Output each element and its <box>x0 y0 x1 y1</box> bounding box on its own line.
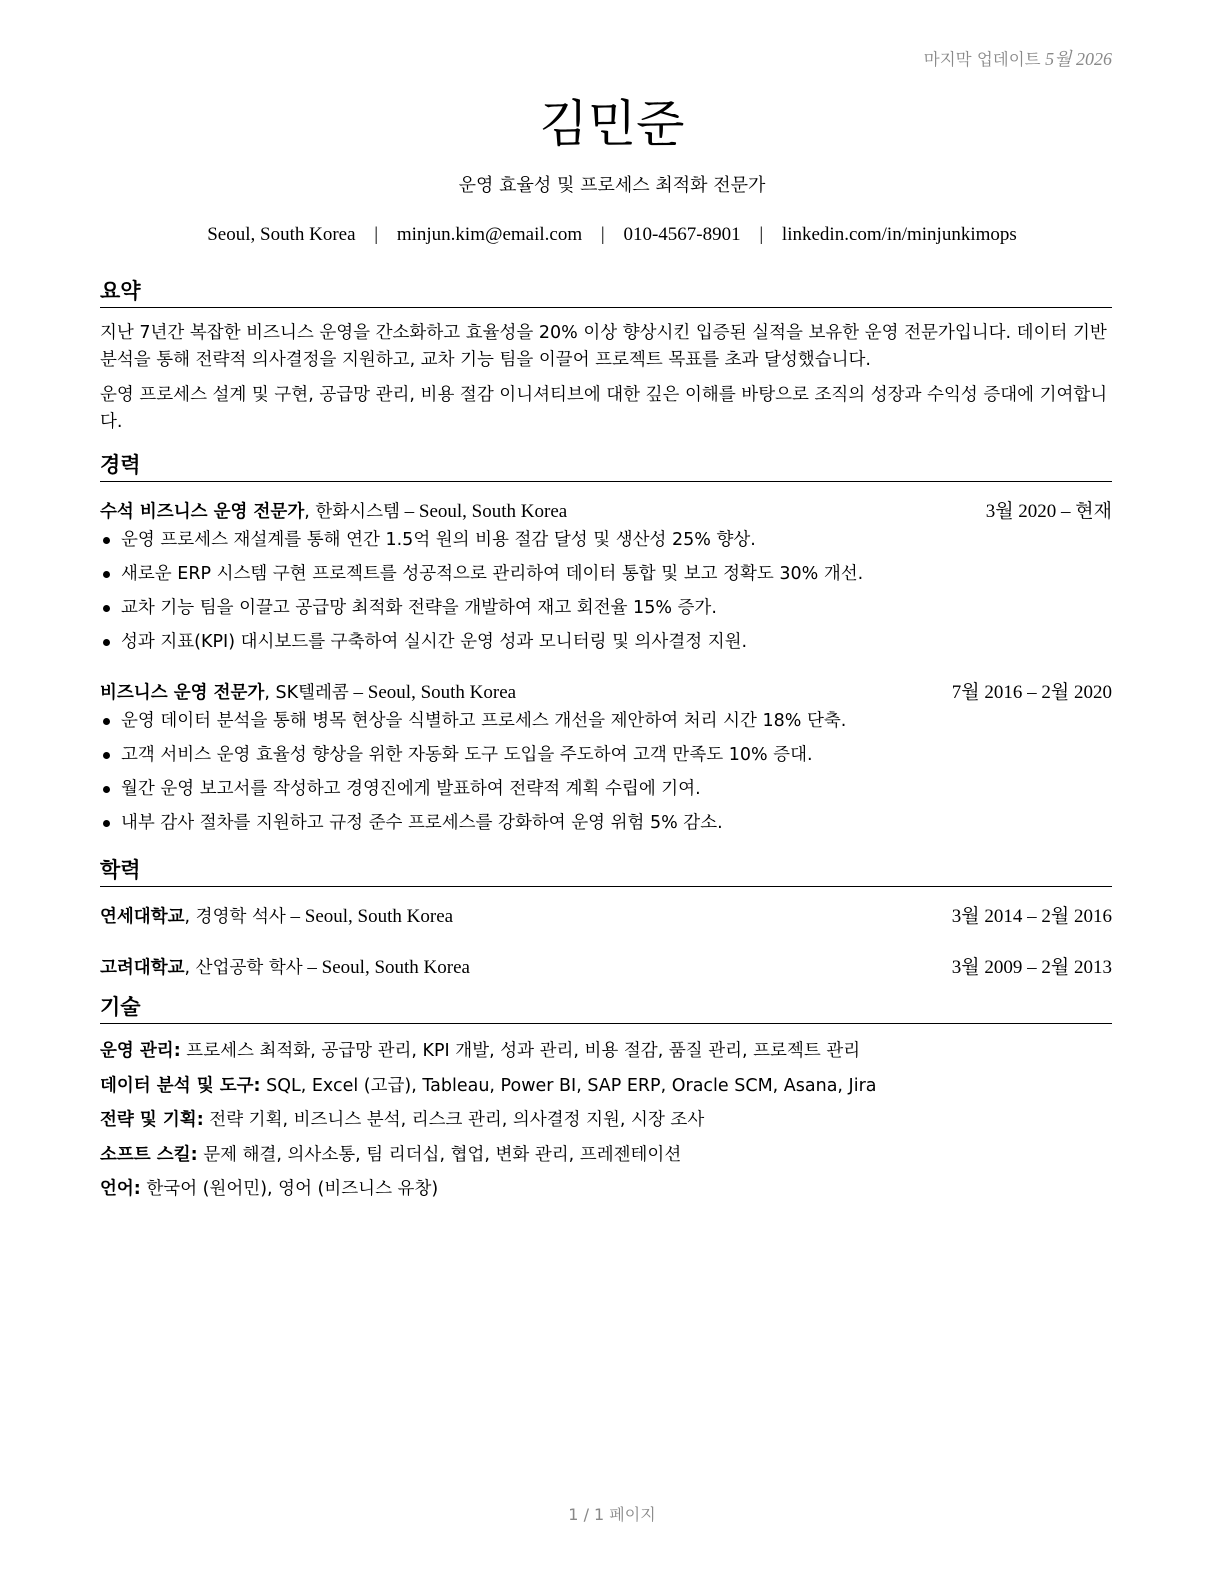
job-dates: 7월 2016 – 2월 2020 <box>951 682 1112 703</box>
job-bullet: 월간 운영 보고서를 작성하고 경영진에게 발표하여 전략적 계획 수립에 기여. <box>100 772 1112 806</box>
skill-line <box>100 1034 1112 1069</box>
contact-line <box>0 224 1224 246</box>
job-role: 수석 비즈니스 운영 전문가 <box>100 502 305 522</box>
job-location: – Seoul, South Korea <box>353 682 517 703</box>
job-bullet: 내부 감사 절차를 지원하고 규정 준수 프로세스를 강화하여 운영 위험 5% 감소. <box>100 806 1112 840</box>
section-title-summary: 요약 <box>100 275 1112 308</box>
education-school: 연세대학교 <box>100 907 185 927</box>
skill-value: 전략 기획, 비즈니스 분석, 리스크 관리, 의사결정 지원, 시장 조사 <box>209 1110 705 1130</box>
contact-phone: 010-4567-8901 <box>623 224 741 245</box>
skills-section <box>100 991 1112 1207</box>
job-role: 비즈니스 운영 전문가 <box>100 683 265 703</box>
skill-label: 운영 관리: <box>100 1041 181 1061</box>
contact-separator: | <box>374 224 379 245</box>
job-bullet: 새로운 ERP 시스템 구현 프로젝트를 성공적으로 관리하여 데이터 통합 및 보고 정확도 30% 개선. <box>100 557 1112 591</box>
education-degree: 경영학 석사 <box>195 907 286 927</box>
job-bullets <box>100 704 1112 840</box>
education-item: 연세대학교, 경영학 석사 – Seoul, South Korea 3월 2014 – 2월 2016 <box>100 901 1112 928</box>
last-updated-label: 마지막 업데이트 <box>923 50 1041 69</box>
skill-label: 데이터 분석 및 도구: <box>100 1075 261 1096</box>
contact-separator: | <box>600 224 605 245</box>
summary-paragraph: 운영 프로세스 설계 및 구현, 공급망 관리, 비용 절감 이니셔티브에 대한 깊은 이해를 바탕으로 조직의 성장과 수익성 증대에 기여합니다. <box>100 385 1108 432</box>
summary-section <box>100 275 1112 436</box>
candidate-name: 김민준 <box>539 95 685 153</box>
education-dates: 3월 2014 – 2월 2016 <box>951 906 1112 927</box>
summary-paragraph: 지난 7년간 복잡한 비즈니스 운영을 간소화하고 효율성을 20% 이상 향상시킨 입증된 실적을 보유한 운영 전문가입니다. 데이터 기반 분석을 통해 전략적 의사결정을 지원하고, 교차 기능 팀을 이끌어 프로젝트 목표를 초과 달성했습니다. <box>100 323 1107 370</box>
education-location: – Seoul, South Korea <box>290 906 454 927</box>
education-school: 고려대학교 <box>100 958 185 978</box>
education-degree: 산업공학 학사 <box>195 958 303 978</box>
job-bullet: 운영 데이터 분석을 통해 병목 현상을 식별하고 프로세스 개선을 제안하여 처리 시간 18% 단축. <box>100 704 1112 738</box>
job-header: 비즈니스 운영 전문가, SK텔레콤 – Seoul, South Korea 7월 2016 – 2월 2020 <box>100 677 1112 704</box>
job-bullet: 운영 프로세스 재설계를 통해 연간 1.5억 원의 비용 절감 달성 및 생산성 25% 향상. <box>100 523 1112 557</box>
last-updated <box>924 45 1112 71</box>
experience-section <box>100 449 1112 840</box>
education-dates: 3월 2009 – 2월 2013 <box>951 957 1112 978</box>
contact-email[interactable]: minjun.kim@email.com <box>396 224 583 245</box>
job-header: 수석 비즈니스 운영 전문가, 한화시스템 – Seoul, South Korea 3월 2020 – 현재 <box>100 496 1112 523</box>
skill-value: 프로세스 최적화, 공급망 관리, KPI 개발, 성과 관리, 비용 절감, 품질 관리, 프로젝트 관리 <box>186 1041 861 1061</box>
skill-label: 전략 및 기획: <box>100 1110 204 1130</box>
job-bullet: 성과 지표(KPI) 대시보드를 구축하여 실시간 운영 성과 모니터링 및 의사결정 지원. <box>100 625 1112 659</box>
job-dates: 3월 2020 – 현재 <box>985 501 1112 522</box>
skill-line <box>100 1138 1112 1173</box>
skill-line <box>100 1103 1112 1138</box>
skill-label: 언어: <box>100 1179 141 1199</box>
education-location: – Seoul, South Korea <box>307 957 470 978</box>
skill-value: SQL, Excel (고급), Tableau, Power BI, SAP ERP, Oracle SCM, Asana, Jira <box>266 1075 877 1096</box>
job-bullet: 고객 서비스 운영 효율성 향상을 위한 자동화 도구 도입을 주도하여 고객 만족도 10% 증대. <box>100 738 1112 772</box>
job-bullets <box>100 523 1112 659</box>
skill-label: 소프트 스킬: <box>100 1144 198 1165</box>
job-company: SK텔레콤 <box>275 683 349 703</box>
contact-separator: | <box>759 224 764 245</box>
education-section <box>100 854 1112 979</box>
page-number: 1 / 1 페이지 <box>568 1505 656 1524</box>
education-item: 고려대학교, 산업공학 학사 – Seoul, South Korea 3월 2009 – 2월 2013 <box>100 952 1112 979</box>
skill-value: 한국어 (원어민), 영어 (비즈니스 유창) <box>146 1179 439 1199</box>
contact-location: Seoul, South Korea <box>207 224 356 245</box>
section-title-education: 학력 <box>100 854 1112 887</box>
job-bullet: 교차 기능 팀을 이끌고 공급망 최적화 전략을 개발하여 재고 회전율 15% 증가. <box>100 591 1112 625</box>
section-title-skills: 기술 <box>100 991 1112 1024</box>
job-company: 한화시스템 <box>315 502 400 522</box>
last-updated-date: 5월 2026 <box>1045 49 1112 69</box>
skill-line <box>100 1069 1112 1104</box>
job-location: – Seoul, South Korea <box>404 501 568 522</box>
contact-linkedin[interactable]: linkedin.com/in/minjunkimops <box>781 224 1017 245</box>
skill-line <box>100 1172 1112 1207</box>
candidate-headline: 운영 효율성 및 프로세스 최적화 전문가 <box>458 175 766 196</box>
skill-value: 문제 해결, 의사소통, 팀 리더십, 협업, 변화 관리, 프레젠테이션 <box>203 1144 682 1165</box>
section-title-experience: 경력 <box>100 449 1112 482</box>
